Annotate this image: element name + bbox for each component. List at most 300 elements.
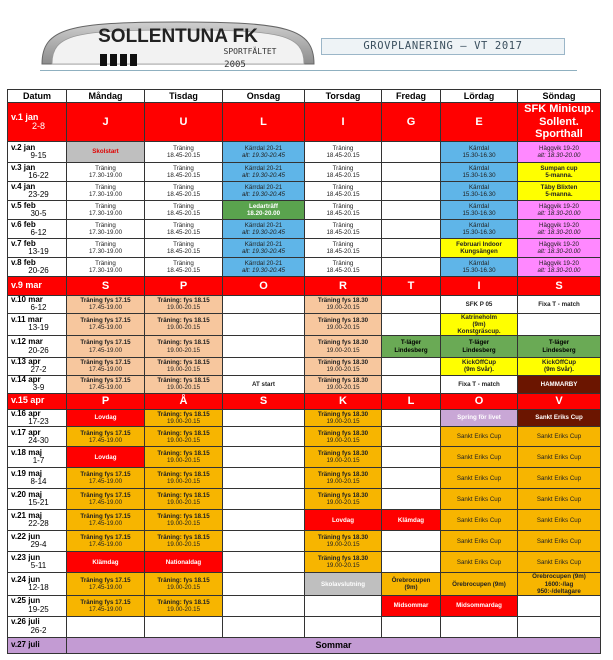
cell-line: Träning: fys 18.15 [157,317,210,325]
section-letter: O [223,276,305,295]
week-row [8,257,601,276]
cell-line: Träning [332,183,354,191]
week-cell [8,103,67,142]
cell-line: Sankt Eriks Cup [456,516,502,524]
schedule-cell [382,595,441,616]
cell-line: 15.30-16.30 [462,151,496,159]
cell-line: Lovdag [331,516,354,524]
cell-line: 19.00-20.15 [326,366,360,374]
cell-line: 19.00-20.15 [326,324,360,332]
page-header [0,0,613,88]
schedule-cell [441,510,518,531]
cell-line: 19.00-20.15 [166,541,201,549]
cell-line: Sankt Eriks Cup [456,474,502,482]
section-row [8,103,601,142]
cell-line: Träning fys 17.15 [80,377,131,385]
cell-line: Sumpan cup [540,164,578,172]
week-label: v.13 apr [11,357,41,367]
schedule-cell [67,375,145,393]
week-row [8,510,601,531]
week-row [8,468,601,489]
section-letter [518,103,601,142]
cell-line: 19.00-20.15 [326,457,360,465]
cell-line: Sankt Eriks Cup [536,495,582,503]
cell-line: Träning: fys 18.15 [157,471,210,479]
schedule-cell [518,468,601,489]
schedule-table [7,89,601,654]
schedule-cell [441,181,518,200]
week-label: v.9 mar [11,280,42,291]
cell-line: 19.00-20.15 [166,418,201,426]
cell-line: 19.00-20.15 [166,436,201,444]
week-row [8,162,601,181]
week-dates: 22-28 [28,519,49,529]
cell-line: 17.45-19.00 [88,584,123,592]
week-label: v.14 apr [11,375,41,384]
cell-line: Träning [173,183,194,191]
schedule-cell [145,468,223,489]
cell-line: Kärrdal [469,202,489,210]
schedule-cell [382,531,441,552]
cell-line: Träning fys 17.15 [80,492,131,500]
cell-line: Träning [95,240,116,248]
schedule-cell [223,141,305,162]
schedule-cell [145,181,223,200]
cell-line: 18.45-20.15 [166,209,201,217]
section-letter: P [145,276,223,295]
schedule-cell [382,141,441,162]
schedule-cell [382,447,441,468]
schedule-cell [382,257,441,276]
week-row [8,295,601,313]
schedule-cell [67,313,145,335]
week-dates: 20-26 [28,345,49,355]
cell-line: 18.45-20.15 [326,228,360,236]
schedule-cell [305,141,382,162]
week-label: v.7 feb [11,238,36,248]
schedule-cell [145,510,223,531]
cell-line: Träning fys 17.15 [80,534,131,542]
cell-line: Skolavslutning [320,580,365,588]
cell-line: Sankt Eriks Cup [535,414,583,422]
cell-line: 18.45-20.15 [326,209,360,217]
schedule-cell [223,468,305,489]
schedule-cell [518,162,601,181]
schedule-cell [518,375,601,393]
week-row [8,358,601,376]
schedule-cell [145,295,223,313]
schedule-cell [67,573,145,595]
schedule-cell [441,552,518,573]
week-cell [8,552,67,573]
club-name: SOLLENTUNA FK [98,26,258,47]
column-header: Onsdag [223,90,305,103]
week-row [8,447,601,468]
cell-line: 15.30-16.30 [462,209,496,217]
schedule-cell [145,427,223,447]
cell-line: 18.45-20.15 [326,151,360,159]
week-cell [8,616,67,637]
schedule-cell [67,181,145,200]
schedule-cell [67,295,145,313]
cell-line: Träning [173,202,194,210]
schedule-cell [305,200,382,219]
cell-line: Sankt Eriks Cup [536,474,582,482]
schedule-cell [223,200,305,219]
cell-line: Sankt Eriks Cup [456,495,502,503]
schedule-cell [223,295,305,313]
schedule-cell [441,409,518,427]
schedule-cell [145,573,223,595]
schedule-cell [382,489,441,510]
cell-line: Träning: fys 18.15 [157,359,210,367]
section-letter: S [67,276,145,295]
schedule-cell [382,358,441,376]
schedule-cell [145,238,223,257]
cell-line: Träning fys 17.15 [80,339,131,347]
cell-line: Kärrdal 20-21 [244,259,283,267]
schedule-cell [518,595,601,616]
schedule-cell [305,358,382,376]
cell-line: Träning: fys 18.15 [157,410,210,418]
week-row [8,181,601,200]
schedule-cell [223,427,305,447]
week-label: v.3 jan [11,162,36,172]
cell-line: Sollent. Sporthall [535,115,583,141]
cell-line: 17.30-19.00 [88,209,123,217]
cell-line: alt: 18.30-20.00 [537,209,581,217]
schedule-cell [67,447,145,468]
schedule-cell [441,375,518,393]
cell-line: Sankt Eriks Cup [536,433,582,441]
schedule-cell [518,573,601,595]
cell-line: alt: 19.30-20.45 [241,247,285,255]
schedule-cell [441,595,518,616]
schedule-cell [67,468,145,489]
cell-line: 17.45-19.00 [88,478,123,486]
section-letter: J [67,103,145,142]
cell-line: Kärrdal 20-21 [244,240,283,248]
cell-line: 17.30-19.00 [88,228,123,236]
schedule-cell [305,181,382,200]
cell-line: Spring för livet [457,414,501,422]
section-letter: L [223,103,305,142]
week-label: v.27 juli [8,637,67,653]
week-cell [8,531,67,552]
cell-line: 19.00-20.15 [326,384,360,392]
cell-line: Träning fys 18.30 [317,359,369,367]
schedule-cell [518,313,601,335]
cell-line: Fixa T - match [538,300,580,308]
cell-line: 17.45-19.00 [88,304,123,312]
schedule-cell [67,489,145,510]
week-cell [8,295,67,313]
cell-line: Sankt Eriks Cup [456,433,502,441]
schedule-cell [223,447,305,468]
cell-line: Sankt Eriks Cup [456,558,502,566]
week-cell [8,238,67,257]
cell-line: Sankt Eriks Cup [536,453,582,461]
schedule-cell [305,447,382,468]
schedule-cell [305,295,382,313]
section-letter: S [518,276,601,295]
week-cell [8,427,67,447]
cell-line: Örebrocupen (9m) [452,580,506,588]
week-label: v.8 feb [11,257,36,267]
cell-line: Träning fys 18.30 [317,377,369,385]
cell-line: 18.45-20.15 [326,190,360,198]
cell-line: 18.45-20.15 [166,247,201,255]
section-letter: L [382,393,441,409]
cell-line: Träning [173,164,194,172]
schedule-cell [305,313,382,335]
cell-line: 19.00-20.15 [326,499,360,507]
schedule-cell [518,489,601,510]
cell-line: T-läger [468,339,490,347]
cell-line: 19.00-20.15 [326,562,360,570]
cell-line: Skolstart [92,148,119,156]
cell-line: 19.00-20.15 [166,457,201,465]
cell-line: SFK P 05 [465,300,493,308]
schedule-cell [223,595,305,616]
cell-line: alt: 19.30-20.45 [241,228,285,236]
cell-line: 15.30-16.30 [462,228,496,236]
schedule-cell [305,336,382,358]
schedule-cell [67,616,145,637]
week-label: v.22 jun [11,532,41,542]
cell-line: Lovdag [94,453,117,461]
section-letter: E [441,103,518,142]
week-dates: 13-19 [28,323,49,333]
cell-line: Kungsängen [460,247,498,255]
schedule-cell [305,595,382,616]
cell-line: 17.30-19.00 [88,247,123,255]
schedule-cell [145,489,223,510]
cell-line: 19.00-20.15 [166,605,201,613]
cell-line: alt: 19.30-20.45 [241,190,285,198]
schedule-cell [67,358,145,376]
cell-line: Träning fys 18.30 [317,534,369,542]
week-label: v.11 mar [11,315,43,324]
schedule-cell [518,531,601,552]
schedule-cell [382,162,441,181]
cell-line: 19.00-20.15 [166,478,201,486]
cell-line: Träning fys 17.15 [80,471,131,479]
section-letter: T [382,276,441,295]
schedule-cell [67,200,145,219]
cell-line: 19.00-20.15 [326,436,360,444]
cell-line: Träning [95,221,116,229]
cell-line: T-läger [548,339,570,347]
cell-line: Träning: fys 18.15 [157,339,210,347]
schedule-cell [223,238,305,257]
cell-line: Träning: fys 18.15 [157,377,210,385]
cell-line: Träning [332,202,354,210]
cell-line: 19.00-20.15 [326,478,360,486]
week-label: v.20 maj [11,490,42,500]
week-label: v.26 juli [11,617,40,627]
week-cell [8,447,67,468]
summer-row [8,637,601,653]
cell-line: 18.20-20.00 [246,209,281,217]
schedule-cell [382,616,441,637]
schedule-cell [223,375,305,393]
cell-line: Kärrdal [469,164,489,172]
cell-line: 18.45-20.15 [166,266,201,274]
cell-line: Kärrdal [469,183,489,191]
schedule-cell [223,336,305,358]
schedule-cell [305,510,382,531]
cell-line: Träning fys 18.30 [317,450,369,458]
cell-line: 19.00-20.15 [326,304,360,312]
week-cell [8,489,67,510]
cell-line: Kärrdal [469,259,489,267]
schedule-cell [145,447,223,468]
cell-line: 19.00-20.15 [166,520,201,528]
cell-line: Träning: fys 18.15 [157,297,210,305]
column-header: Söndag [518,90,601,103]
column-header: Måndag [67,90,145,103]
schedule-cell [382,409,441,427]
cell-line: 15.30-16.30 [462,266,496,274]
cell-line: Träning: fys 18.15 [157,492,210,500]
schedule-cell [441,468,518,489]
schedule-cell [518,200,601,219]
cell-line: Katrineholm [460,313,498,321]
schedule-cell [305,375,382,393]
cell-line: Örebrocupen [391,576,431,584]
cell-line: Ledarträff [249,202,278,210]
week-row [8,595,601,616]
section-row [8,276,601,295]
week-label: v.5 feb [11,200,36,210]
cell-line: Häggvik 19-20 [539,259,579,267]
schedule-cell [518,141,601,162]
week-row [8,531,601,552]
cell-line: Häggvik 19-20 [539,240,579,248]
schedule-cell [223,616,305,637]
week-cell [8,468,67,489]
cell-line: 19.00-20.15 [326,541,360,549]
week-cell [8,181,67,200]
week-dates: 6-12 [30,227,47,237]
cell-line: Träning fys 17.15 [80,429,131,437]
cell-line: 15.30-16.30 [462,171,496,179]
week-label: v.21 maj [11,511,42,521]
week-label: v.18 maj [11,448,42,458]
cell-line: Midsommar [393,602,429,610]
cell-line: Träning: fys 18.15 [157,576,210,584]
cell-line: 18.45-20.15 [166,171,201,179]
week-cell [8,141,67,162]
week-label: v.24 jun [11,574,41,584]
schedule-cell [518,358,601,376]
schedule-cell [145,375,223,393]
cell-line: KickOffCup [541,359,577,367]
week-cell [8,336,67,358]
schedule-cell [518,447,601,468]
cell-line: Träning fys 17.15 [80,317,131,325]
schedule-cell [67,219,145,238]
schedule-cell [518,427,601,447]
cell-line: Häggvik 19-20 [539,144,579,152]
cell-line: 19.00-20.15 [326,346,360,354]
cell-line: Örebrocupen (9m) [532,573,586,581]
section-letter: I [305,103,382,142]
week-row [8,489,601,510]
week-row [8,375,601,393]
week-dates: 24-30 [28,435,49,445]
cell-line: Nationaldag [165,558,202,566]
cell-line: Träning [173,221,194,229]
week-dates: 6-12 [30,303,47,313]
club-logo [40,20,316,70]
schedule-cell [441,616,518,637]
cell-line: Träning [95,183,116,191]
section-row [8,393,601,409]
week-cell [8,257,67,276]
week-label: v.16 apr [11,409,41,418]
schedule-cell [441,358,518,376]
schedule-cell [382,375,441,393]
schedule-cell [518,238,601,257]
section-letter: V [518,393,601,409]
schedule-cell [382,313,441,335]
cell-line: Häggvik 19-20 [539,221,579,229]
week-label: v.12 mar [11,337,43,347]
schedule-cell [305,616,382,637]
cell-line: 17.45-19.00 [88,499,123,507]
week-cell [8,573,67,595]
cell-line: Träning [95,259,116,267]
cell-line: 19.00-20.15 [166,366,201,374]
week-label: v.19 maj [11,469,42,479]
schedule-cell [441,162,518,181]
cell-line: Träning: fys 18.15 [157,534,210,542]
week-dates: 27-2 [30,365,47,375]
schedule-cell [518,510,601,531]
schedule-cell [223,531,305,552]
schedule-cell [382,468,441,489]
schedule-cell [305,573,382,595]
cell-line: Träning [173,240,194,248]
cell-line: Träning fys 17.15 [80,513,131,521]
cell-line: Lindesberg [542,346,576,354]
club-sub: SPORTFÄLTET [223,47,277,56]
cell-line: 18.45-20.15 [166,190,201,198]
cell-line: Träning [332,240,354,248]
schedule-cell [67,141,145,162]
cell-line: 19.00-20.15 [166,346,201,354]
cell-line: (9m) [404,584,418,592]
schedule-cell [223,489,305,510]
column-header: Torsdag [305,90,382,103]
schedule-cell [441,573,518,595]
schedule-cell [305,427,382,447]
cell-line: Träning [173,259,194,267]
cell-line: 17.30-19.00 [88,190,123,198]
plan-title: GROVPLANERING – VT 2017 [321,38,565,55]
schedule-body [8,103,601,654]
week-row [8,313,601,335]
column-header: Fredag [382,90,441,103]
cell-line: Kärrdal 20-21 [244,221,283,229]
schedule-cell [223,409,305,427]
week-cell [8,393,67,409]
schedule-cell [382,510,441,531]
cell-line: 19.00-20.15 [326,418,360,426]
cell-line: 17.45-19.00 [88,541,123,549]
